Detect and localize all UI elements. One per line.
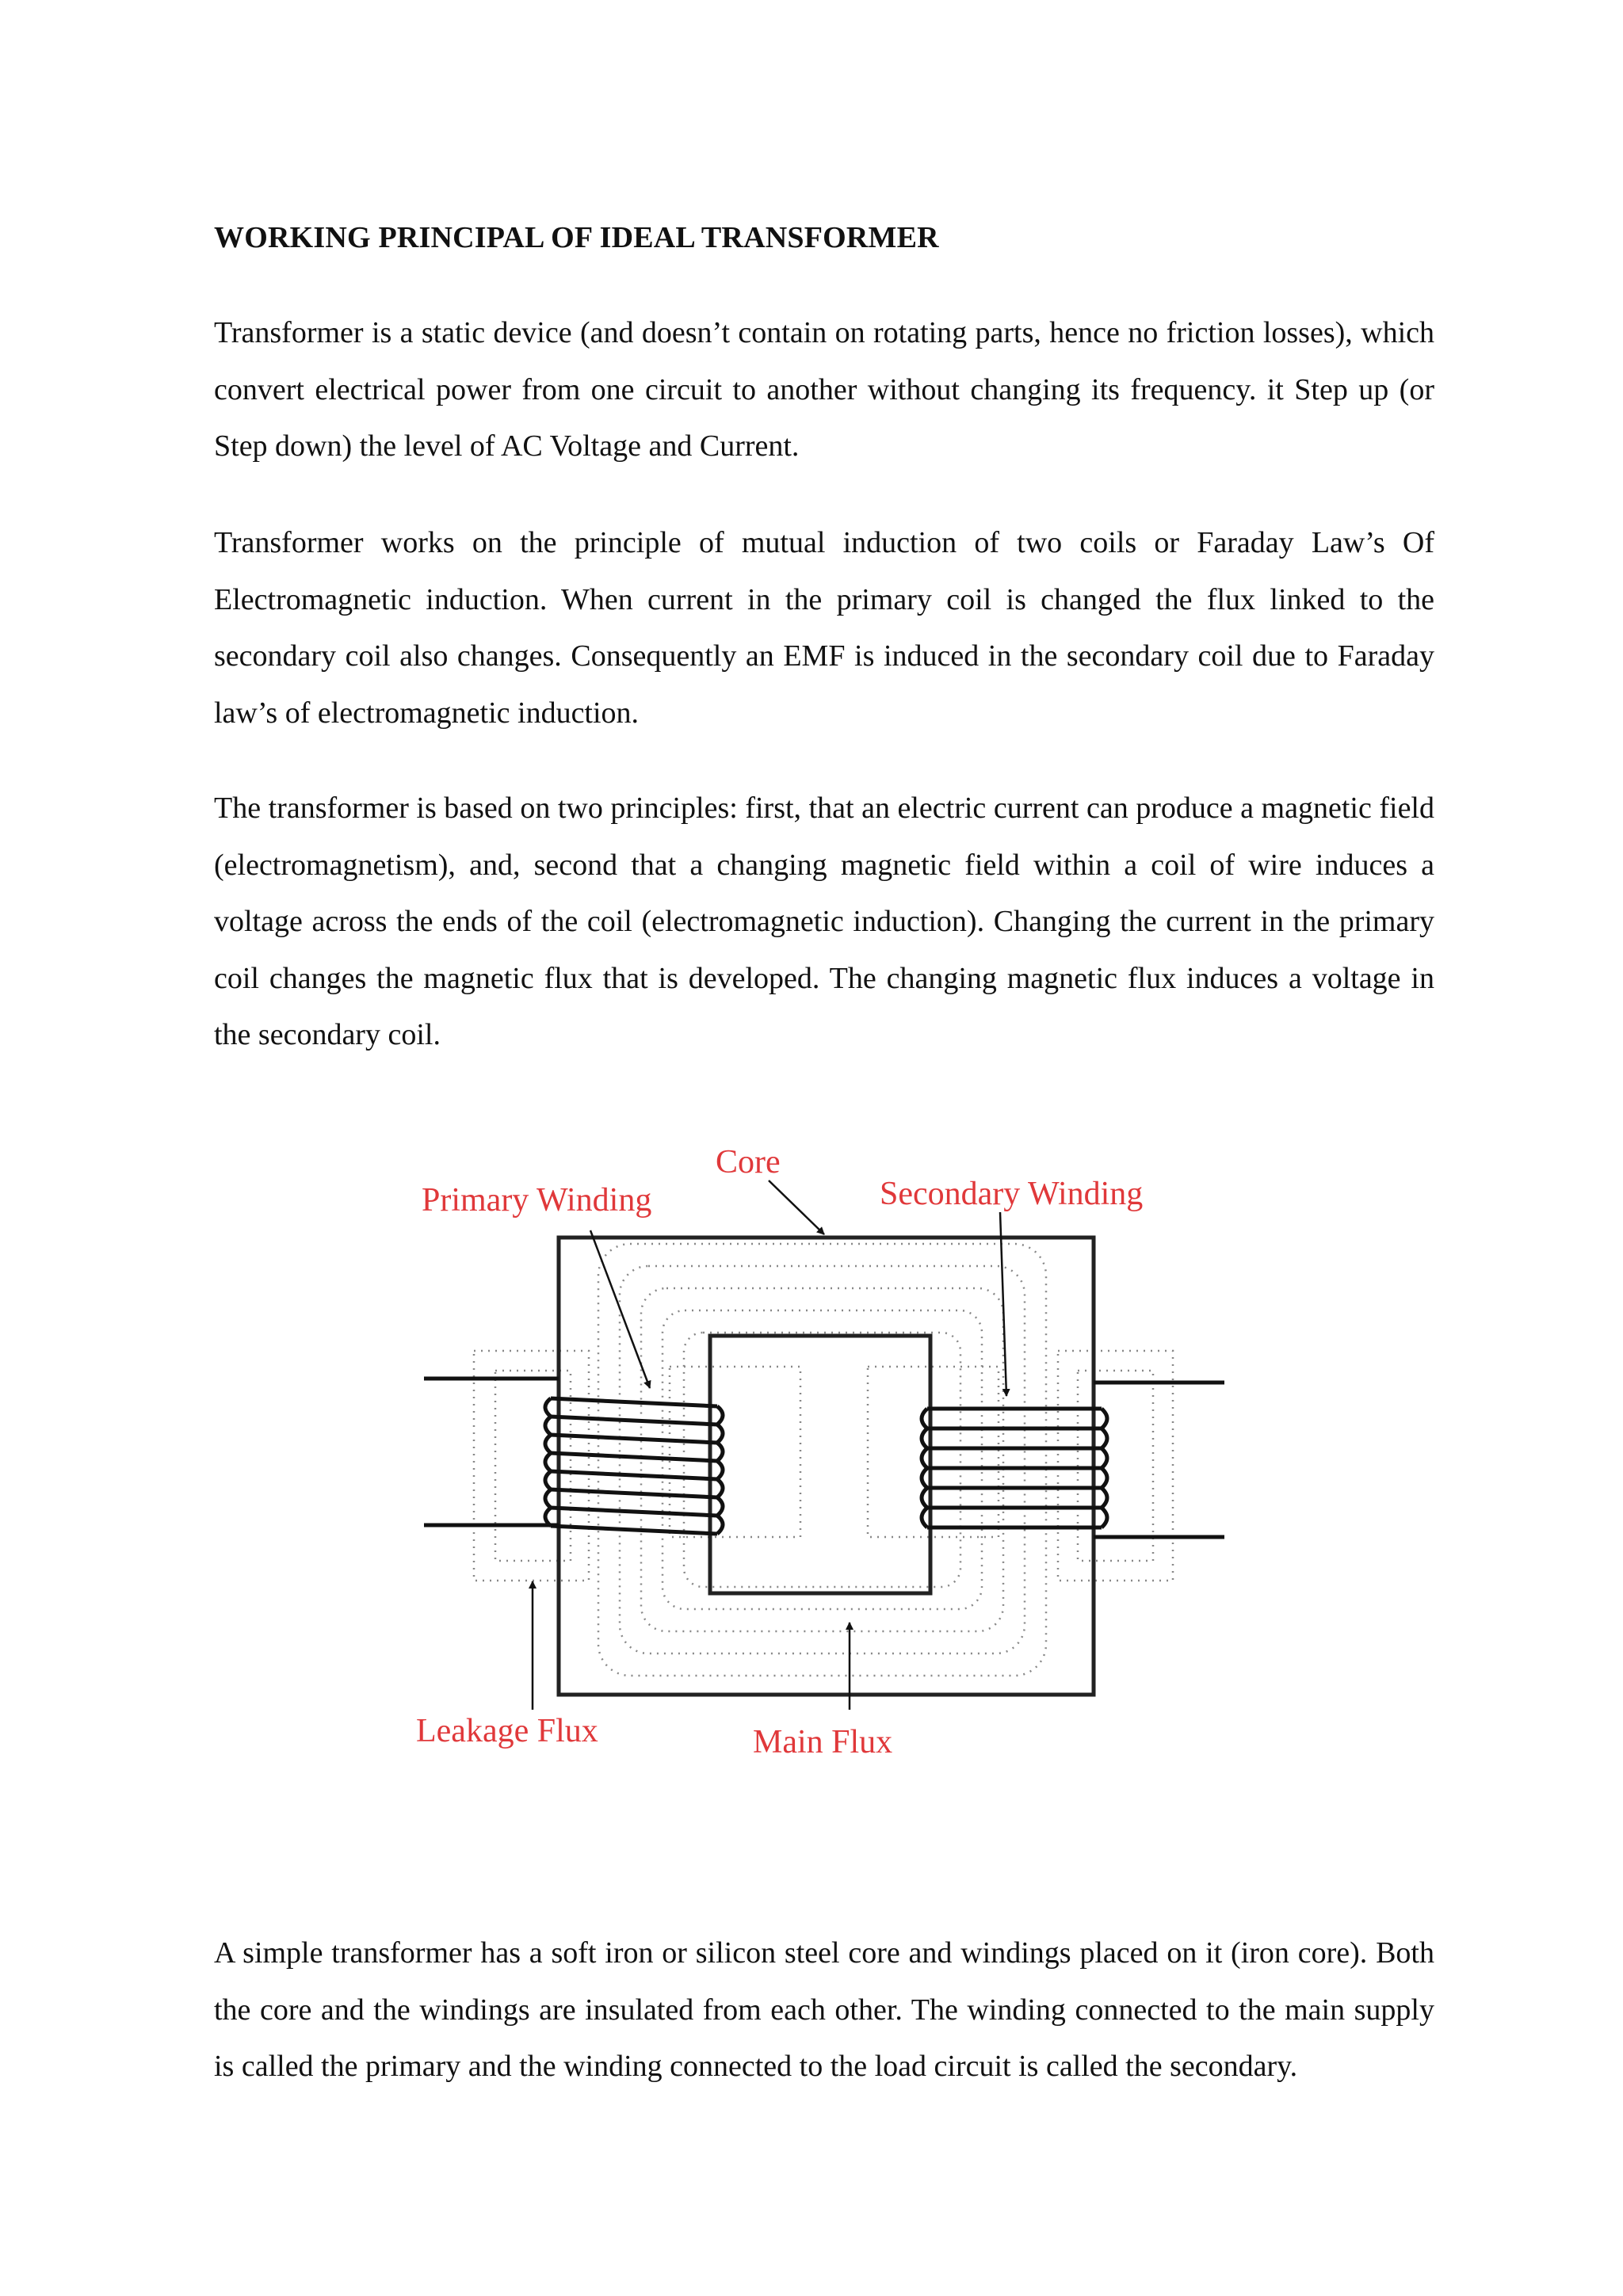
label-leakage-flux: Leakage Flux: [416, 1713, 598, 1749]
document-title: WORKING PRINCIPAL OF IDEAL TRANSFORMER: [214, 221, 939, 254]
paragraph-intro: Transformer is a static device (and doesn’t contain on rotating parts, hence no friction losses), which convert electrical power from one circuit to another without changing its frequency. it Step up (or Step down) the level of AC Voltage and Current.: [214, 316, 1434, 463]
primary-winding: [424, 1379, 723, 1534]
label-main-flux: Main Flux: [753, 1724, 893, 1760]
secondary-winding: [922, 1383, 1224, 1537]
paragraph-mutual-induction: Transformer works on the principle of mutual induction of two coils or Faraday Law’s Of Electromagnetic induction. When current in the primary coil is changed the flux linked to the secondary coil also changes. Consequently an EMF is induced in the secondary coil due to Faraday law’s of electromagnetic induction.: [214, 526, 1434, 730]
paragraph-simple-transformer: A simple transformer has a soft iron or silicon steel core and windings placed on it (iron core). Both the core and the windings are insulated from each other. The winding connected to the main supply is called the primary and the winding connected to the load circuit is called the secondary.: [214, 1936, 1434, 2083]
label-core: Core: [716, 1144, 781, 1180]
paragraph-two-principles: The transformer is based on two principles: first, that an electric current can produce a magnetic field (electromagnetism), and, second that a changing magnetic field within a coil of wire induces a voltage across the ends of the coil (electromagnetic induction). Changing the current in the primary coil changes the magnetic flux that is developed. The changing magnetic flux induces a voltage in the secondary coil.: [214, 791, 1434, 1051]
label-secondary-winding: Secondary Winding: [880, 1176, 1144, 1212]
leakage-flux-lines: [474, 1351, 1173, 1581]
label-primary-winding: Primary Winding: [422, 1182, 652, 1219]
